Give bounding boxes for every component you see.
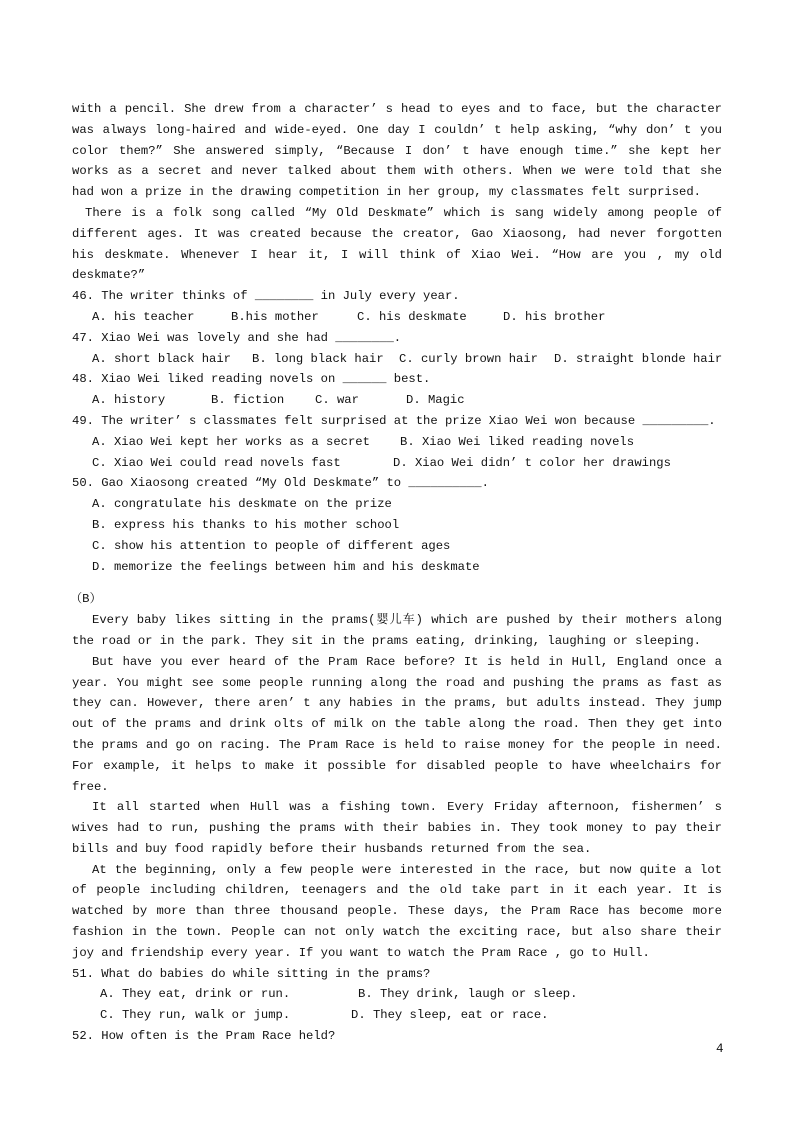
option-d: D. Magic (406, 393, 465, 408)
option-row (72, 390, 722, 411)
option-c: C. curly brown hair (399, 351, 538, 366)
option-c: C. war (315, 393, 359, 408)
option-row (72, 984, 722, 1005)
question-stem: 51. What do babies do while sitting in the prams? (72, 966, 431, 981)
section-b-label: （B） (70, 592, 102, 607)
option-a: A. Xiao Wei kept her works as a secret (92, 434, 370, 449)
question-46 (72, 286, 722, 328)
option-a: A. short black hair (92, 351, 231, 366)
question-48 (72, 369, 722, 411)
question-stem: 48. Xiao Wei liked reading novels on ______ best. (72, 372, 431, 387)
option-row (72, 453, 722, 474)
passage-b-paragraph-4: At the beginning, only a few people were interested in the race, but now quite a lot of people including children, teenagers and the old take part in it each year. It is watched by more than three thousand people. These days, the Pram Race has become more fashion in the town. People can not only watch the exciting race, but also share their joy and friendship every year. If you want to watch the Pram Race , go to Hull. (72, 862, 722, 960)
page-content (72, 99, 722, 1047)
option-d: D. straight blonde hair (554, 351, 723, 366)
option-row (72, 432, 722, 453)
option-d: D. Xiao Wei didn’ t color her drawings (393, 455, 671, 470)
question-stem: 50. Gao Xiaosong created “My Old Deskmate” to __________. (72, 476, 489, 491)
passage-b-paragraph-3: It all started when Hull was a fishing town. Every Friday afternoon, fishermen’ s wives had to run, pushing the prams with their babies in. They took money to pay their bills and buy food rapidly before their husbands returned from the sea. (72, 800, 722, 856)
option-row (72, 1005, 722, 1026)
question-47 (72, 328, 722, 370)
passage-a-paragraph-2: There is a folk song called “My Old Deskmate” which is sang widely among people of different ages. It was created because the creator, Gao Xiaosong, had never forgotten his deskmate. Whenever I hear it, I will think of Xiao Wei. “How are you , my old deskmate?” (72, 205, 722, 283)
passage-b-paragraph-1: Every baby likes sitting in the prams(婴儿车) which are pushed by their mothers along the road or in the park. They sit in the prams eating, drinking, laughing or sleeping. (72, 613, 722, 648)
passage-b-paragraph-2: But have you ever heard of the Pram Race before? It is held in Hull, England once a year. You might see some people running along the road and pushing the prams as fast as they can. However, there aren’ t any habies in the prams, but adults instead. They jump out of the prams and drink olts of milk on the table along the road. Then they get into the prams and go on racing. The Pram Race is held to raise money for the people in need. For example, it helps to make it possible for disabled people to have wheelchairs for free. (72, 654, 722, 794)
question-51 (72, 964, 722, 1026)
option-c: C. They run, walk or jump. (100, 1008, 291, 1023)
option-b: B. express his thanks to his mother school (92, 517, 400, 532)
option-d: D. his brother (503, 309, 606, 324)
question-stem: 46. The writer thinks of ________ in July every year. (72, 289, 460, 304)
option-a: A. history (92, 393, 166, 408)
question-stem: 47. Xiao Wei was lovely and she had ________. (72, 330, 402, 345)
question-50 (72, 473, 722, 577)
option-b: B.his mother (231, 309, 319, 324)
option-c: C. Xiao Wei could read novels fast (92, 455, 341, 470)
option-d: D. memorize the feelings between him and his deskmate (92, 559, 480, 574)
option-b: B. long black hair (252, 351, 384, 366)
option-c: C. show his attention to people of different ages (92, 538, 451, 553)
option-b: B. Xiao Wei liked reading novels (400, 434, 635, 449)
page-number: 4 (716, 1042, 724, 1056)
option-row (72, 349, 722, 370)
question-stem: 52. How often is the Pram Race held? (72, 1029, 336, 1044)
option-b: B. fiction (211, 393, 285, 408)
option-a: A. They eat, drink or run. (100, 987, 291, 1002)
option-d: D. They sleep, eat or race. (351, 1008, 549, 1023)
option-c: C. his deskmate (357, 309, 467, 324)
question-stem: 49. The writer’ s classmates felt surprised at the prize Xiao Wei won because _________. (72, 413, 716, 428)
option-a: A. congratulate his deskmate on the prize (92, 497, 392, 512)
question-49 (72, 411, 722, 473)
passage-a-paragraph-1: with a pencil. She drew from a character’ s head to eyes and to face, but the character was always long-haired and wide-eyed. One day I couldn’ t help asking, “why don’ t you color them?” She answered simply, “Because I don’ t have enough time.” she kept her works as a secret and never talked about them with others. When we were told that she had won a prize in the drawing competition in her group, my classmates felt surprised. (72, 102, 722, 200)
option-b: B. They drink, laugh or sleep. (358, 987, 578, 1002)
question-52 (72, 1026, 722, 1047)
option-a: A. his teacher (92, 309, 195, 324)
option-row (72, 307, 722, 328)
